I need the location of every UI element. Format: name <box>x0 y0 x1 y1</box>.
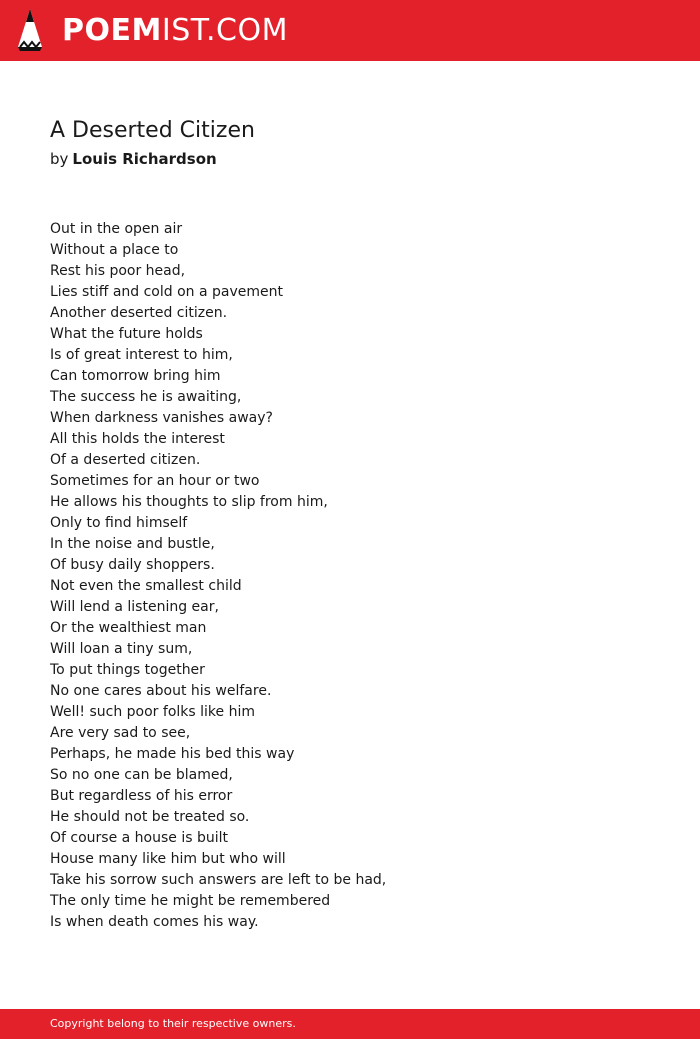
poem-line: Only to find himself <box>50 515 188 531</box>
poem-line: Will loan a tiny sum, <box>50 641 193 657</box>
poem-line: Will lend a listening ear, <box>50 599 219 615</box>
poem-line: Or the wealthiest man <box>50 620 207 636</box>
poem-line: Of a deserted citizen. <box>50 452 201 468</box>
poem-line: He should not be treated so. <box>50 809 250 825</box>
poem-line: Of course a house is built <box>50 830 229 846</box>
poem-line: Out in the open air <box>50 221 183 237</box>
poem-author: Louis Richardson <box>72 150 217 168</box>
poem-line: Perhaps, he made his bed this way <box>50 746 295 762</box>
poem-line: But regardless of his error <box>50 788 233 804</box>
poem-line: All this holds the interest <box>50 431 225 447</box>
poem-line: Is when death comes his way. <box>50 914 259 930</box>
poem-line: Is of great interest to him, <box>50 347 233 363</box>
poem-line: He allows his thoughts to slip from him, <box>50 494 328 510</box>
poem-line: Lies stiff and cold on a pavement <box>50 284 283 300</box>
poem-body <box>50 219 386 933</box>
poem-line: So no one can be blamed, <box>50 767 233 783</box>
poem-line: To put things together <box>50 662 205 678</box>
poem-line: Well! such poor folks like him <box>50 704 255 720</box>
poem-line: Of busy daily shoppers. <box>50 557 215 573</box>
poem-line: In the noise and bustle, <box>50 536 215 552</box>
site-footer <box>0 1009 700 1039</box>
pencil-tip-icon <box>18 9 42 51</box>
poem-line: House many like him but who will <box>50 851 286 867</box>
poem-line: Are very sad to see, <box>50 725 191 741</box>
poem-line: Sometimes for an hour or two <box>50 473 260 489</box>
poem-line: Without a place to <box>50 242 179 258</box>
poem-line: What the future holds <box>50 326 203 342</box>
poem-line: Can tomorrow bring him <box>50 368 221 384</box>
poem-line: No one cares about his welfare. <box>50 683 272 699</box>
poem-line: Not even the smallest child <box>50 578 242 594</box>
poem-line: When darkness vanishes away? <box>50 410 273 426</box>
poem-line: Take his sorrow such answers are left to be had, <box>50 872 387 888</box>
site-header <box>0 0 700 61</box>
brand-bold-text: POEM <box>62 13 162 48</box>
brand-light-text: IST.COM <box>161 13 288 48</box>
by-label: by <box>50 150 69 168</box>
poem-line: The only time he might be remembered <box>50 893 331 909</box>
site-logo-text[interactable] <box>62 11 288 51</box>
poem-byline <box>50 148 217 170</box>
poem-line: The success he is awaiting, <box>50 389 242 405</box>
poem-title: A Deserted Citizen <box>50 118 255 143</box>
poem-line: Another deserted citizen. <box>50 305 228 321</box>
poem-line: Rest his poor head, <box>50 263 186 279</box>
copyright-notice: Copyright belong to their respective owners. <box>50 1017 296 1030</box>
